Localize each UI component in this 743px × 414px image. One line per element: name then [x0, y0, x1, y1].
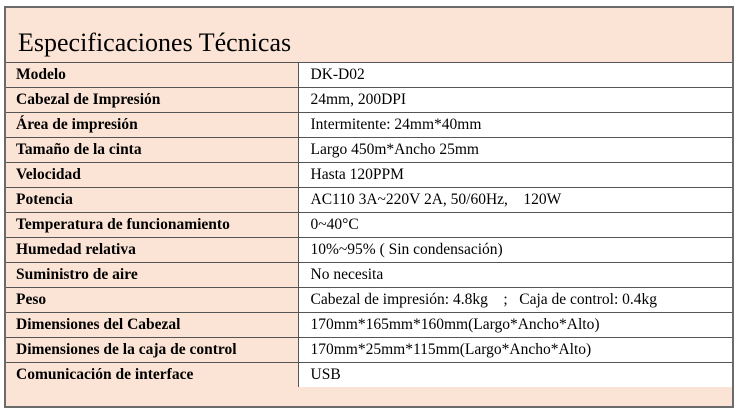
spec-label-potencia: Potencia — [6, 188, 298, 213]
spec-label-cinta: Tamaño de la cinta — [6, 138, 298, 163]
spec-value-cabezal: 24mm, 200DPI — [298, 88, 732, 113]
spec-label-aire: Suministro de aire — [6, 263, 298, 288]
spec-table — [6, 62, 732, 387]
table-row — [6, 63, 732, 88]
table-row — [6, 238, 732, 263]
spec-value-modelo: DK-D02 — [298, 63, 732, 88]
table-row — [6, 163, 732, 188]
spec-value-potencia: AC110 3A~220V 2A, 50/60Hz, 120W — [298, 188, 732, 213]
spec-label-peso: Peso — [6, 288, 298, 313]
table-row — [6, 188, 732, 213]
table-row — [6, 313, 732, 338]
spec-label-area: Área de impresión — [6, 113, 298, 138]
spec-value-temperatura: 0~40°C — [298, 213, 732, 238]
spec-label-temperatura: Temperatura de funcionamiento — [6, 213, 298, 238]
spec-label-dim-cabezal: Dimensiones del Cabezal — [6, 313, 298, 338]
spec-label-cabezal: Cabezal de Impresión — [6, 88, 298, 113]
table-row — [6, 213, 732, 238]
spec-value-cinta: Largo 450m*Ancho 25mm — [298, 138, 732, 163]
spec-value-humedad: 10%~95% ( Sin condensación) — [298, 238, 732, 263]
spec-value-peso: Cabezal de impresión: 4.8kg ; Caja de control: 0.4kg — [298, 288, 732, 313]
table-row — [6, 338, 732, 363]
table-row — [6, 363, 732, 388]
table-row — [6, 138, 732, 163]
spec-label-dim-caja: Dimensiones de la caja de control — [6, 338, 298, 363]
spec-value-interface: USB — [298, 363, 732, 388]
table-row — [6, 288, 732, 313]
spec-label-velocidad: Velocidad — [6, 163, 298, 188]
spec-value-area: Intermitente: 24mm*40mm — [298, 113, 732, 138]
table-row — [6, 263, 732, 288]
spec-value-dim-caja: 170mm*25mm*115mm(Largo*Ancho*Alto) — [298, 338, 732, 363]
spec-label-modelo: Modelo — [6, 63, 298, 88]
spec-value-aire: No necesita — [298, 263, 732, 288]
spec-sheet — [4, 6, 734, 408]
page-title: Especificaciones Técnicas — [18, 28, 292, 57]
spec-label-interface: Comunicación de interface — [6, 363, 298, 388]
spec-value-velocidad: Hasta 120PPM — [298, 163, 732, 188]
spec-label-humedad: Humedad relativa — [6, 238, 298, 263]
table-row — [6, 88, 732, 113]
spec-value-dim-cabezal: 170mm*165mm*160mm(Largo*Ancho*Alto) — [298, 313, 732, 338]
table-row — [6, 113, 732, 138]
